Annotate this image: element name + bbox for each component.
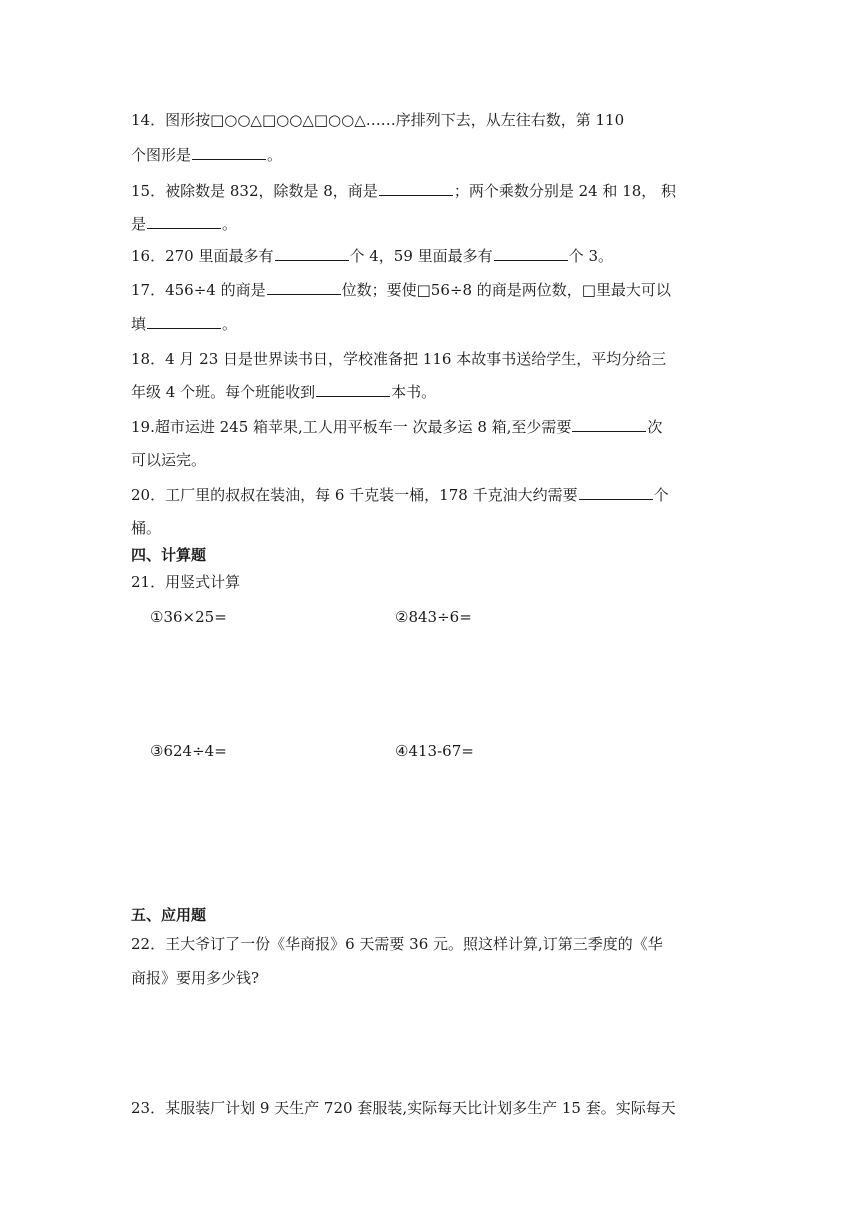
q17-text-a: 17．456÷4 的商是 xyxy=(131,281,266,299)
q17-text-c: 填 xyxy=(131,315,147,333)
q14-line2 xyxy=(131,145,282,165)
q21-title: 21．用竖式计算 xyxy=(131,573,241,591)
q18-text-a: 年级 4 个班。每个班能收到 xyxy=(131,383,316,401)
q16-text-b: 个 4，59 里面最多有 xyxy=(349,247,493,265)
q16-text-a: 16．270 里面最多有 xyxy=(131,247,274,265)
q19-text-a: 19.超市运进 245 箱苹果,工人用平板车一 次最多运 8 箱,至少需要 xyxy=(131,418,572,436)
q15-answer-blank-2[interactable] xyxy=(147,214,221,229)
q20-line1 xyxy=(131,485,669,505)
q19-text-b: 次 xyxy=(647,418,663,436)
q15-text-a: 15．被除数是 832，除数是 8，商是 xyxy=(131,182,378,200)
q21-item-1: ①36×25= xyxy=(150,608,227,626)
q14-text-a: 个图形是 xyxy=(131,146,192,164)
q19-answer-blank[interactable] xyxy=(572,417,646,432)
q17-answer-blank-2[interactable] xyxy=(147,314,221,329)
q18-line1: 18．4 月 23 日是世界读书日，学校准备把 116 本故事书送给学生，平均分给三 xyxy=(131,350,667,368)
q20-text-b: 个 xyxy=(653,486,669,504)
q16-answer-blank-1[interactable] xyxy=(275,246,349,261)
q15-answer-blank-1[interactable] xyxy=(379,181,453,196)
q14-line1: 14．图形按□○○△□○○△□○○△……序排列下去，从左往右数，第 110 xyxy=(131,111,625,129)
q17-answer-blank-1[interactable] xyxy=(267,280,341,295)
q22-line2: 商报》要用多少钱? xyxy=(131,969,260,987)
q15-text-b: ；两个乘数分别是 24 和 18， 积 xyxy=(453,182,677,200)
q21-item-2: ②843÷6= xyxy=(395,608,472,626)
q21-item-4: ④413-67= xyxy=(395,742,474,760)
q17-line2 xyxy=(131,314,237,334)
section-heading-application: 五、应用题 xyxy=(131,906,207,924)
q15-line2 xyxy=(131,214,237,234)
q15-line1 xyxy=(131,181,676,201)
q14-answer-blank[interactable] xyxy=(192,145,266,160)
q15-text-c: 是 xyxy=(131,215,147,233)
q16-line xyxy=(131,246,613,266)
q18-answer-blank[interactable] xyxy=(316,382,390,397)
q16-text-c: 个 3。 xyxy=(568,247,613,265)
section-heading-calculation: 四、计算题 xyxy=(131,546,207,564)
q20-answer-blank[interactable] xyxy=(579,485,653,500)
q17-text-b: 位数；要使□56÷8 的商是两位数，□里最大可以 xyxy=(341,281,671,299)
q19-line1 xyxy=(131,417,662,437)
q22-line1: 22．王大爷订了一份《华商报》6 天需要 36 元。照这样计算,订第三季度的《华 xyxy=(131,935,663,953)
q21-item-3: ③624÷4= xyxy=(150,742,227,760)
q18-text-b: 本书。 xyxy=(391,383,437,401)
q20-text-a: 20．工厂里的叔叔在装油，每 6 千克装一桶，178 千克油大约需要 xyxy=(131,486,578,504)
q18-line2 xyxy=(131,382,436,402)
q20-line2: 桶。 xyxy=(131,519,162,537)
q15-text-d: 。 xyxy=(222,215,238,233)
q19-line2: 可以运完。 xyxy=(131,451,207,469)
q23-line1: 23．某服装厂计划 9 天生产 720 套服装,实际每天比计划多生产 15 套。实际每天 xyxy=(131,1099,676,1117)
q17-line1 xyxy=(131,280,671,300)
q17-text-d: 。 xyxy=(222,315,238,333)
q14-text-b: 。 xyxy=(267,146,283,164)
q16-answer-blank-2[interactable] xyxy=(494,246,568,261)
